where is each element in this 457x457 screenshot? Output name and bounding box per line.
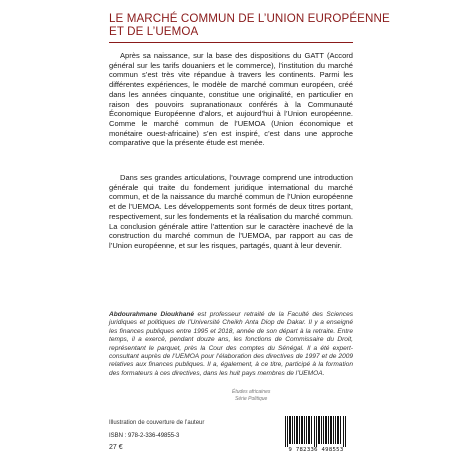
author-name: Abdourahmane Dioukhané xyxy=(109,311,194,318)
cover-illustration-credit: Illustration de couverture de l’auteur xyxy=(109,420,205,426)
summary-paragraph-1: Après sa naissance, sur la base des dispositions du GATT (Accord général sur les tarifs douaniers et le commerce), l’institution du marché commun s’est très vite répandue à travers les continents. Parmi les différentes expériences, le modèle de marché commun européen, créé dans les années cinquante, constitue une originalité, en particulier en raison des pouvoirs supranationaux conférés à la Communauté Économique Européenne d’alors, et aujourd’hui à l’Union européenne. Comme le marché commun de l’UEMOA (Union économique et monétaire ouest-africaine) s’en est inspiré, c’est dans une approche comparative que la présente étude est menée. xyxy=(109,51,353,148)
summary-paragraph-2: Dans ses grandes articulations, l’ouvrage comprend une introduction générale qui traite du fondement juridique international du marché commun, et de la naissance du marché commun de l’Union européenne et de l’UEMOA. Les développements sont formés de deux titres portant, respectivement, sur les fondements et la réalisation du marché commun. La conclusion générale attire l’attention sur le caractère inachevé de la construction du marché commun de l’UEMOA, par rapport au cas de l’Union européenne, et sur les risques, partagés, quant à leur devenir. xyxy=(109,173,353,250)
collection-series: Série Politique xyxy=(235,396,268,402)
author-bio-text: est professeur retraité de la Faculté des Sciences juridiques et politiques de l’Université Cheikh Anta Diop de Dakar. Il y a enseigné les finances publiques entre 1995 et 2018, année de son départ à la retraite. Entre temps, il a exercé, pendant douze ans, les fonctions de Commissaire du Droit, représentant le parquet, près la Cour des comptes du Sénégal. Il a été expert-consultant auprès de l’UEMOA pour l’élaboration des directives de 1997 et de 2009 relatives aux finances publiques. Il a, également, à ce titre, participé à la formation des formateurs à ces directives, dans les huit pays membres de l’UEMOA. xyxy=(109,311,353,377)
collection-name: Études africaines xyxy=(232,389,271,395)
barcode-bars-icon xyxy=(285,416,347,447)
barcode-number: 9 782336 498553 xyxy=(288,447,344,453)
book-title-line-1: LE MARCHÉ COMMUN DE L’UNION EUROPÉENNE xyxy=(109,12,390,25)
title-divider xyxy=(109,42,353,43)
isbn: ISBN : 978-2-336-49855-3 xyxy=(109,433,180,439)
collection-info xyxy=(232,389,270,403)
author-bio xyxy=(109,311,353,378)
price: 27 € xyxy=(109,444,123,451)
barcode xyxy=(281,414,351,456)
book-title xyxy=(109,12,409,38)
book-title-line-2: ET DE L’UEMOA xyxy=(109,25,199,38)
